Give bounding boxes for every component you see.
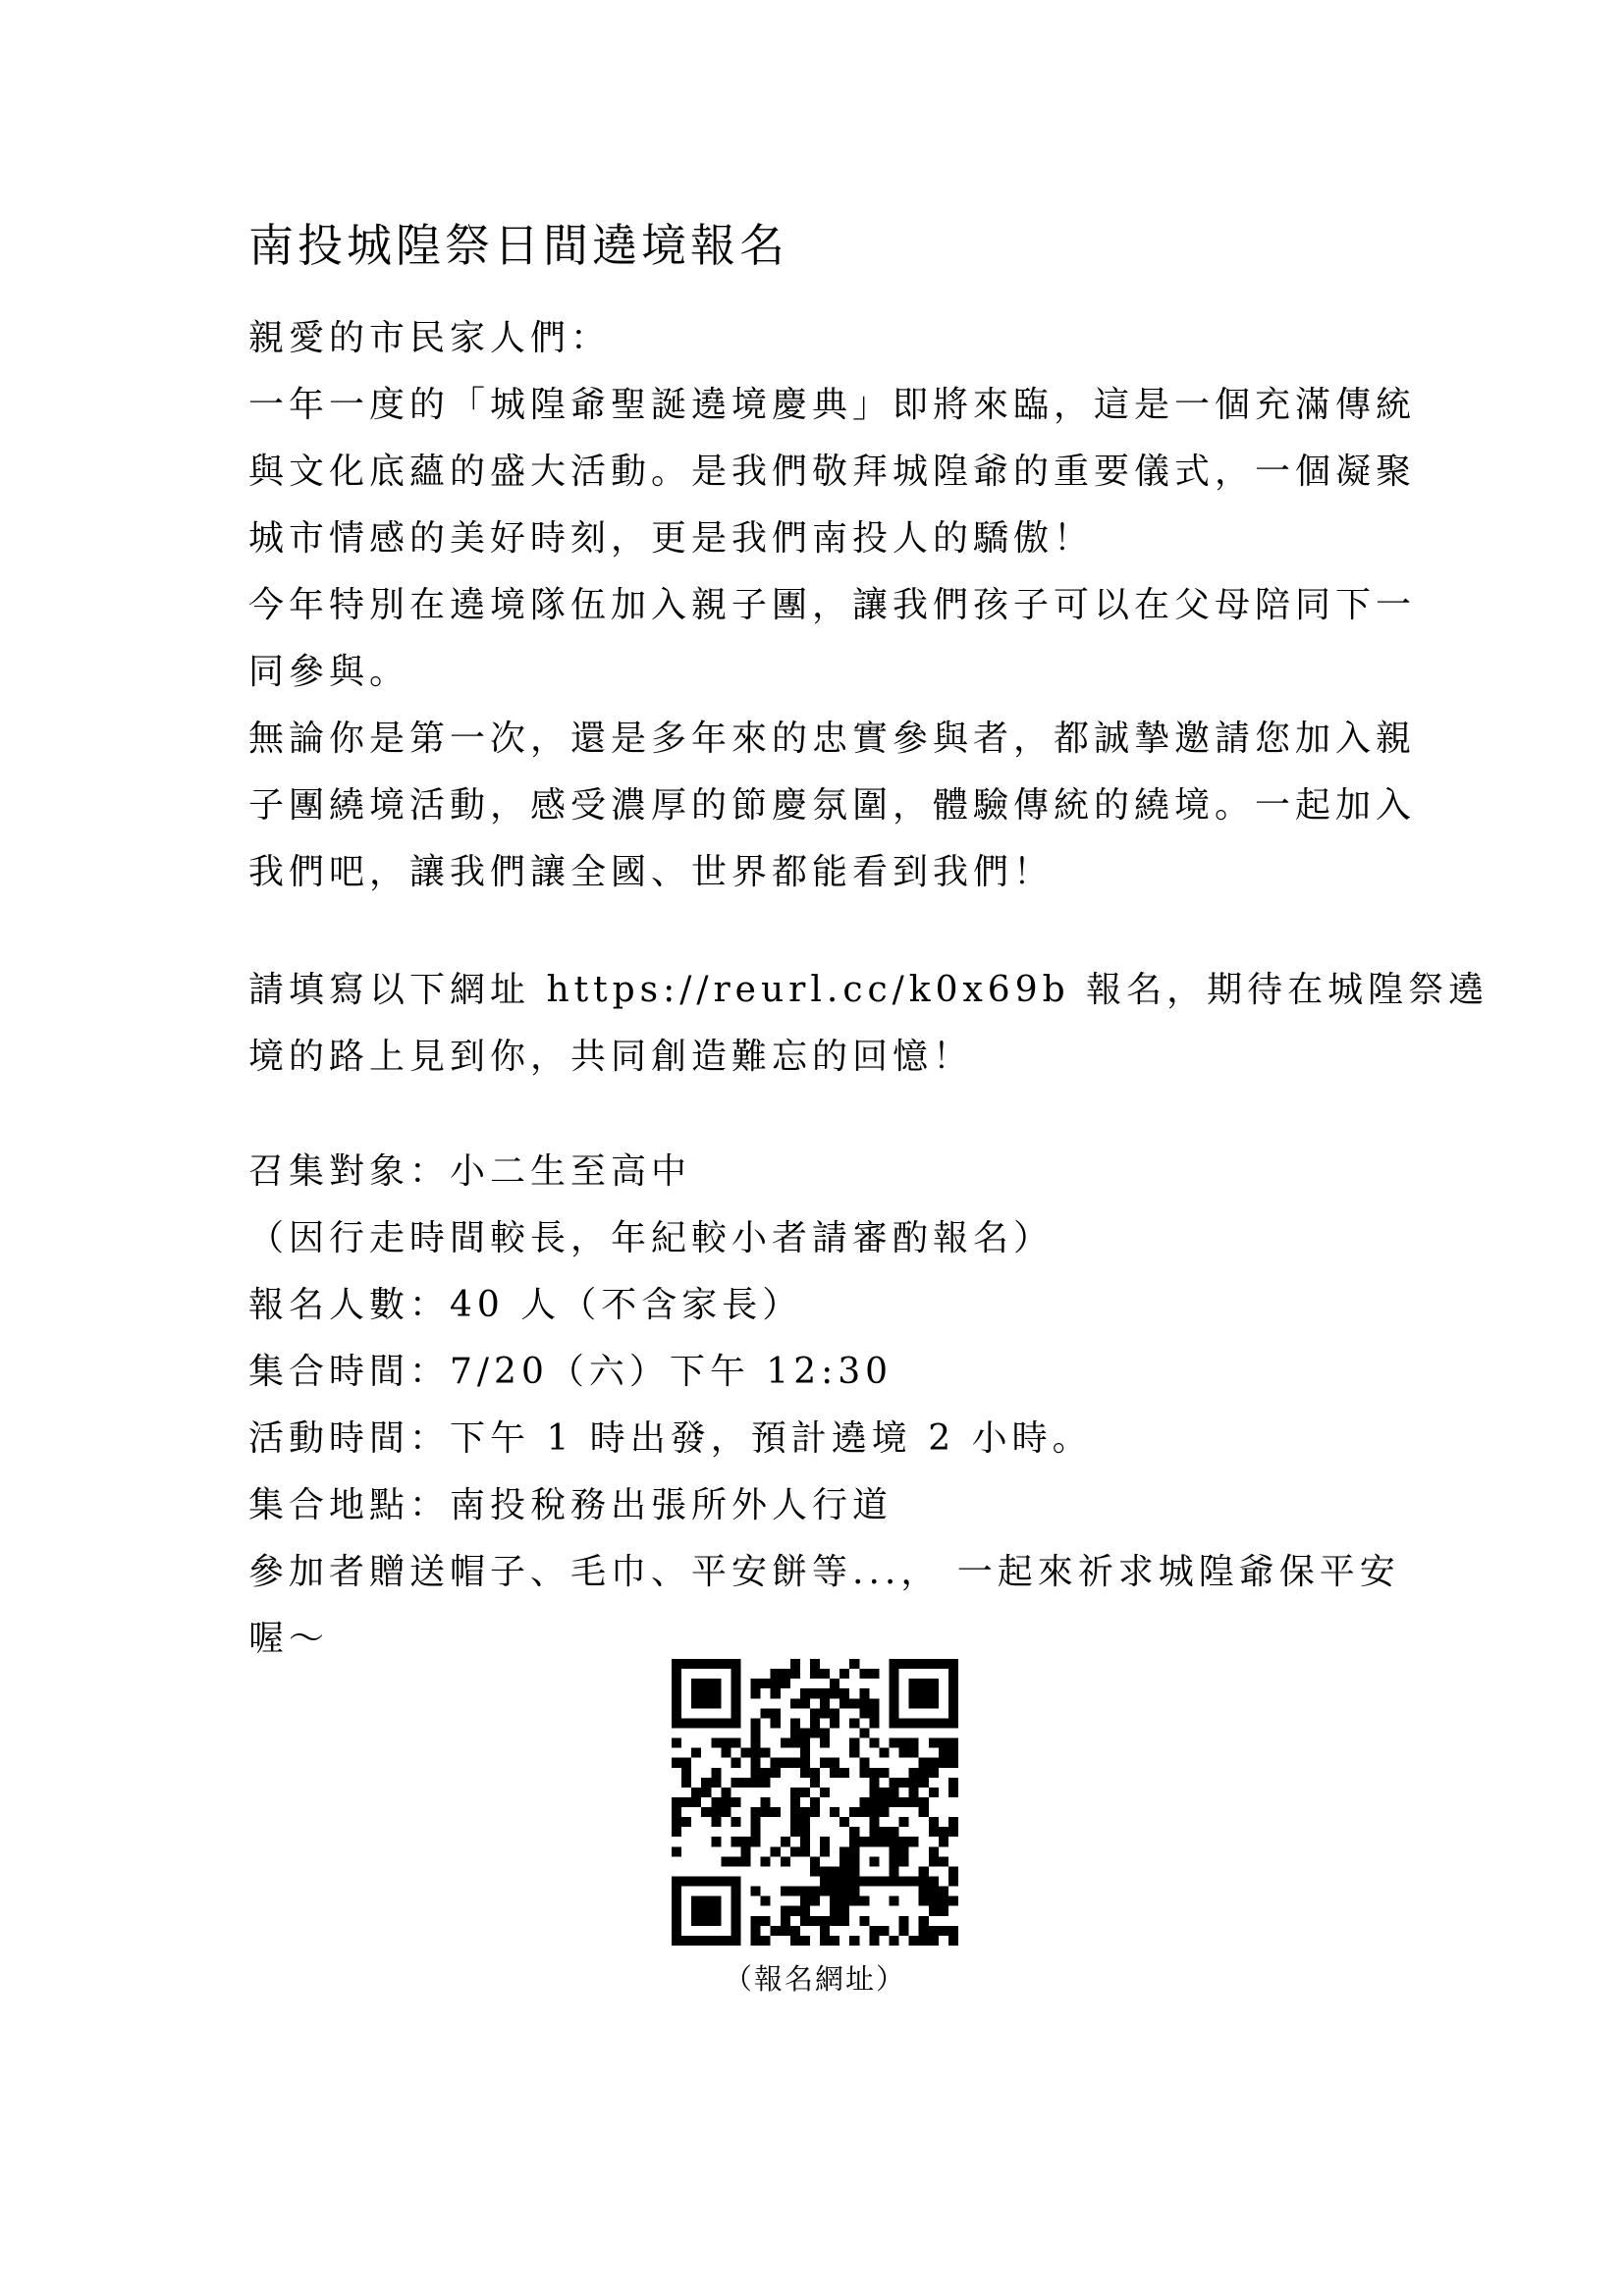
event-details <box>248 1139 1400 1673</box>
details-line: 召集對象：小二生至高中 <box>248 1151 692 1192</box>
registration-line: 請填寫以下網址 https://reurl.cc/k0x69b 報名，期待在城隍祭遶 <box>248 970 1489 1010</box>
details-line: 報名人數：40 人（不含家長） <box>248 1285 803 1325</box>
details-line: （因行走時間較長，年紀較小者請審酌報名） <box>248 1218 1055 1258</box>
details-line: 活動時間：下午 1 時出發，預計遶境 2 小時。 <box>248 1418 1093 1459</box>
qr-caption: （報名網址） <box>723 1962 906 1996</box>
registration-line: 境的路上見到你，共同創造難忘的回憶！ <box>248 1037 974 1077</box>
intro-line: 我們吧，讓我們讓全國、世界都能看到我們！ <box>248 852 1055 892</box>
intro-line: 子團繞境活動，感受濃厚的節慶氛圍，體驗傳統的繞境。一起加入 <box>248 785 1417 826</box>
details-line: 集合地點：南投稅務出張所外人行道 <box>248 1485 893 1525</box>
details-line: 參加者贈送帽子、毛巾、平安餅等...， 一起來祈求城隍爺保平安 <box>248 1552 1400 1592</box>
intro-line: 一年一度的「城隍爺聖誕遶境慶典」即將來臨，這是一個充滿傳統 <box>248 385 1417 425</box>
registration-paragraph <box>248 957 1489 1091</box>
intro-line: 同參與。 <box>248 652 410 692</box>
qr-code-icon <box>672 1659 958 1946</box>
document-title: 南投城隍祭日間遶境報名 <box>248 219 788 272</box>
intro-line: 今年特別在遶境隊伍加入親子團，讓我們孩子可以在父母陪同下一 <box>248 585 1417 625</box>
intro-paragraph <box>248 305 1417 906</box>
intro-line: 無論你是第一次，還是多年來的忠實參與者，都誠摯邀請您加入親 <box>248 719 1417 759</box>
intro-line: 親愛的市民家人們： <box>248 318 612 358</box>
intro-line: 與文化底蘊的盛大活動。是我們敬拜城隍爺的重要儀式，一個凝聚 <box>248 452 1417 492</box>
details-line: 集合時間：7/20（六）下午 12:30 <box>248 1352 893 1392</box>
intro-line: 城市情感的美好時刻，更是我們南投人的驕傲！ <box>248 518 1095 559</box>
details-line: 喔～ <box>248 1619 330 1659</box>
